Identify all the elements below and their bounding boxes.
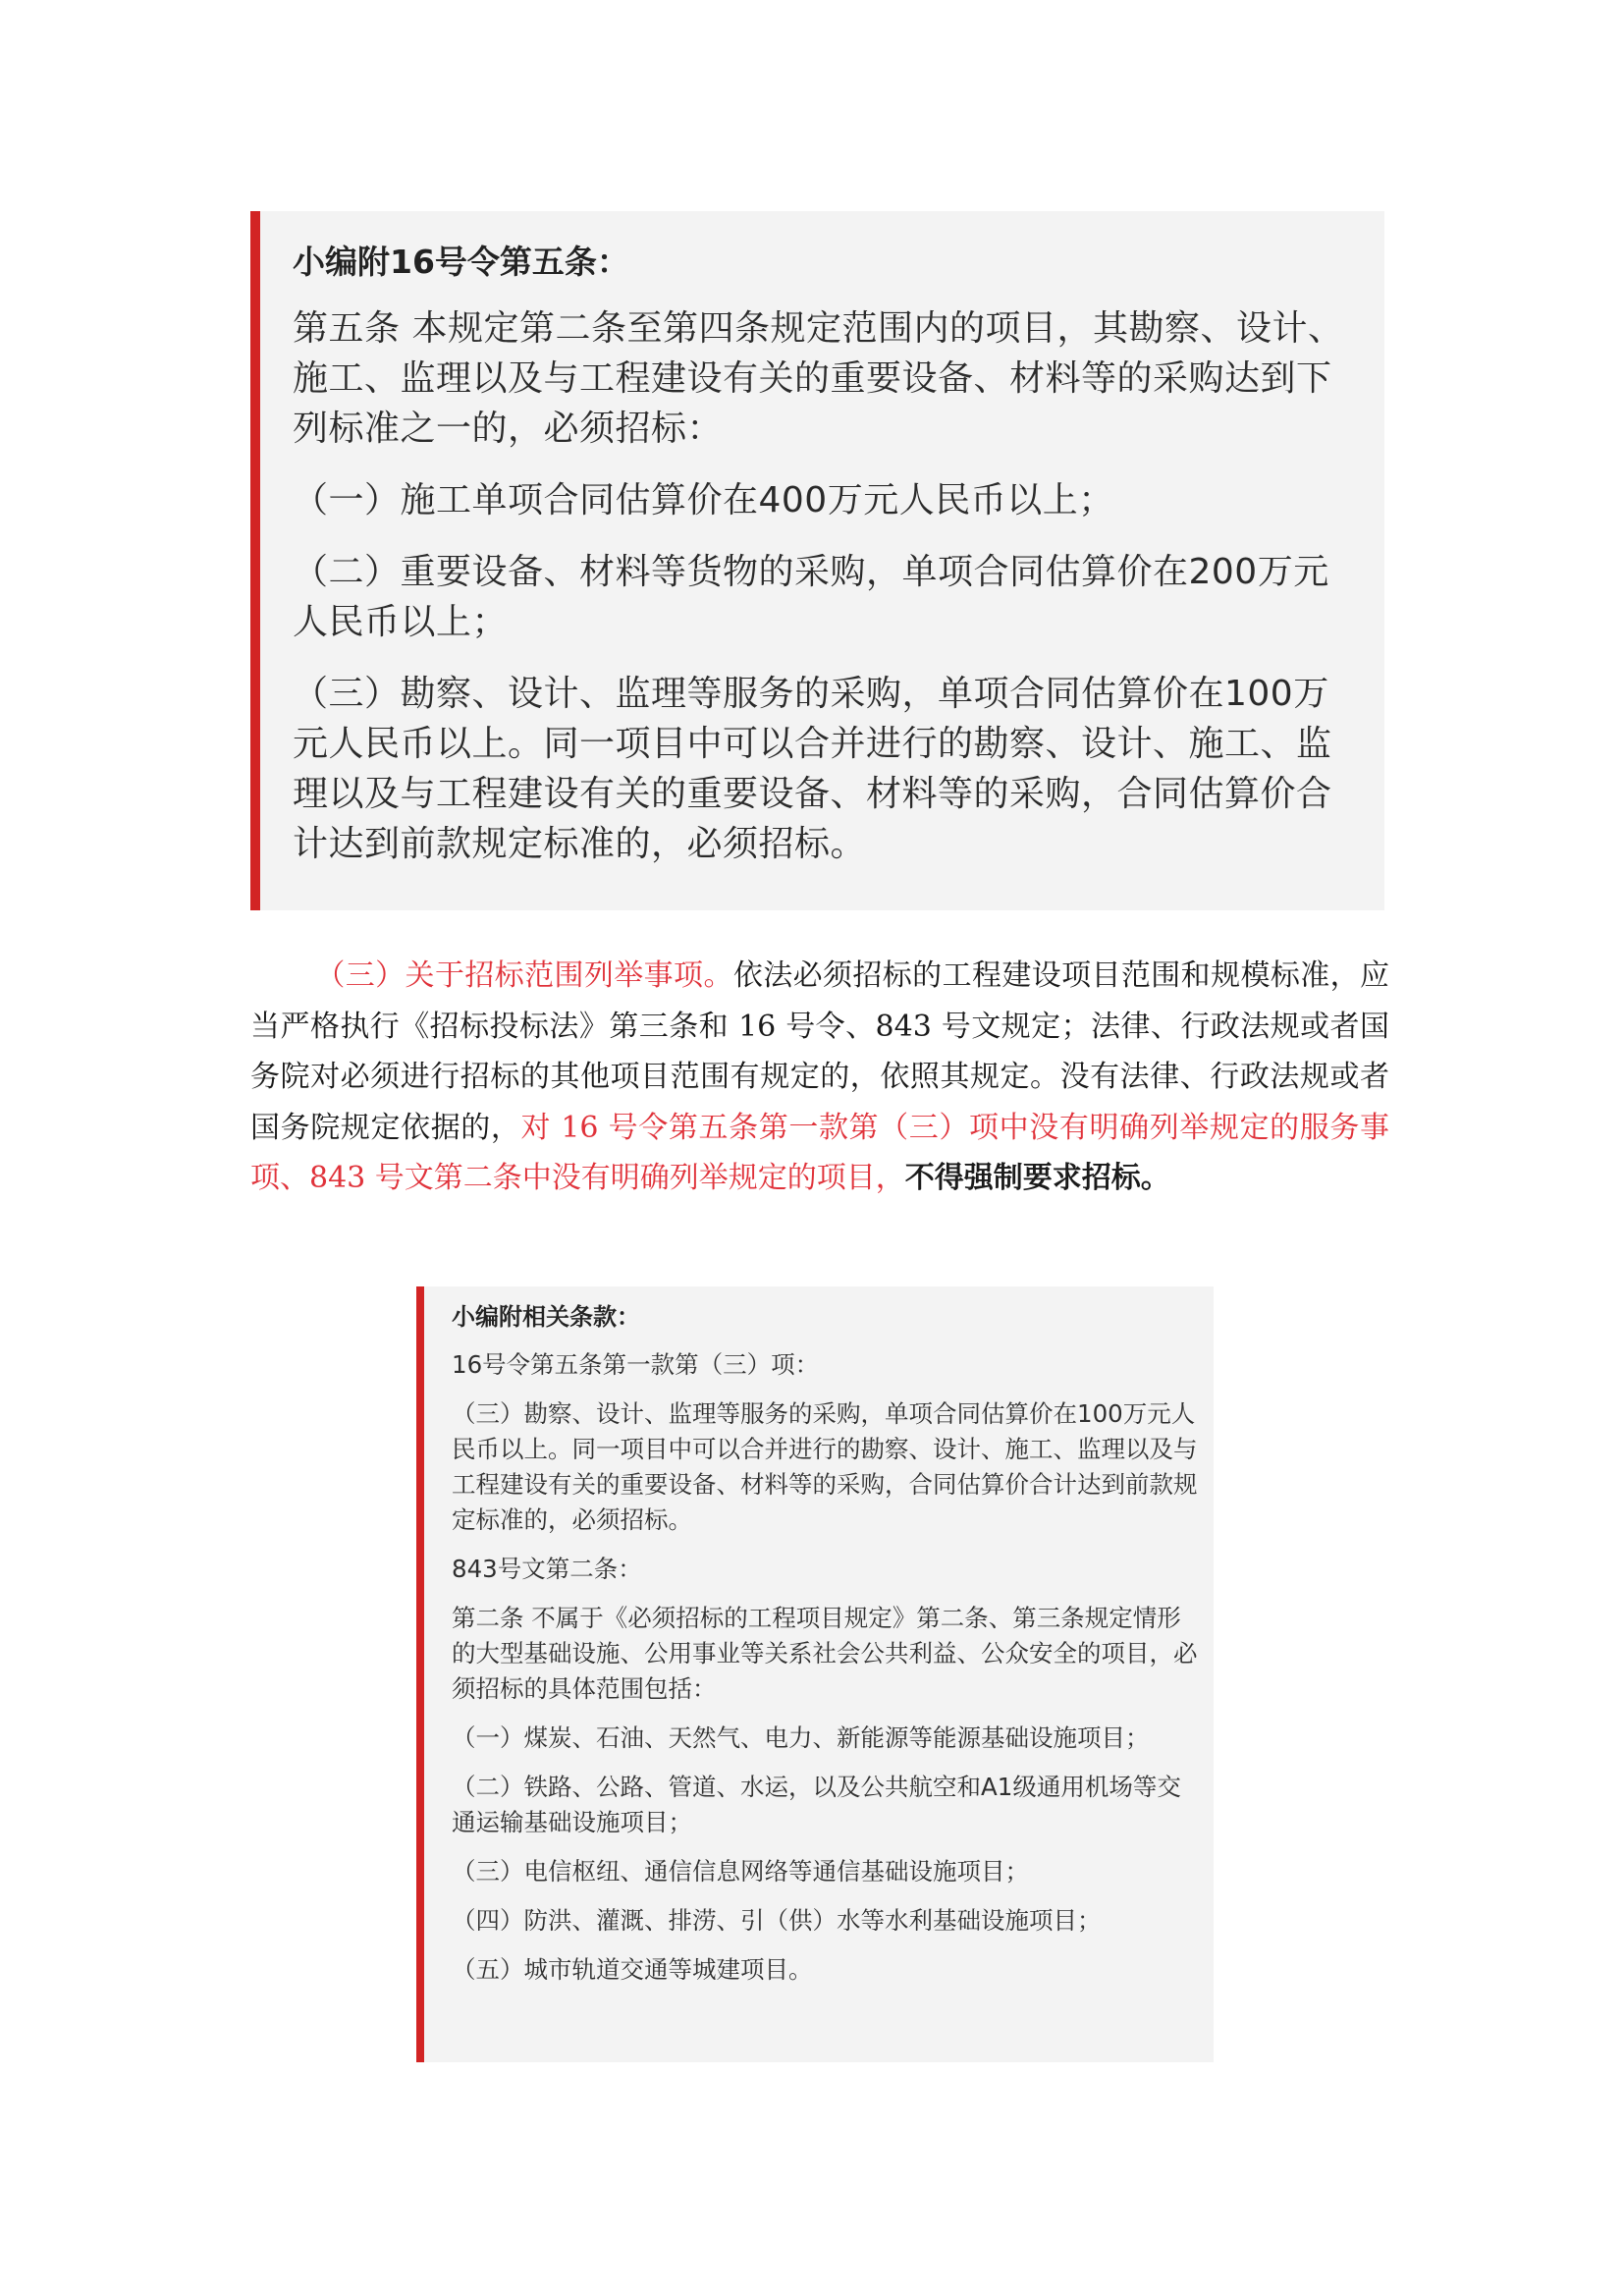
clause-item: （四）防洪、灌溉、排涝、引（供）水等水利基础设施项目； [452,1906,1102,1935]
article-5-item-1: （一）施工单项合同估算价在400万元人民币以上； [293,480,1114,520]
related-clauses-quote [416,1286,1214,2062]
clause-item: （二）铁路、公路、管道、水运，以及公共航空和A1级通用机场等交通运输基础设施项目； [452,1773,1181,1836]
clause-item: （三）电信枢纽、通信信息网络等通信基础设施项目； [452,1857,1029,1886]
article-5-intro: 第五条 本规定第二条至第四条规定范围内的项目，其勘察、设计、施工、监理以及与工程建设有关的重要设备、材料等的采购达到下列标准之一的，必须招标： [293,308,1344,449]
quote-accent-bar [416,1286,424,2062]
quote-title: 小编附16号令第五条： [293,243,629,281]
quote-title: 小编附相关条款： [452,1303,640,1331]
clause-text: 第二条 不属于《必须招标的工程项目规定》第二条、第三条规定情形的大型基础设施、公用事业等关系社会公共利益、公众安全的项目，必须招标的具体范围包括： [452,1604,1198,1703]
article-5-item-2: （二）重要设备、材料等货物的采购，单项合同估算价在200万元人民币以上； [293,552,1329,642]
quote-accent-bar [250,211,260,910]
regulation-16-article-5-quote [250,211,1384,910]
article-5-item-3: （三）勘察、设计、监理等服务的采购，单项合同估算价在100万元人民币以上。同一项目中可以合并进行的勘察、设计、施工、监理以及与工程建设有关的重要设备、材料等的采购，合同估算价合计达到前款规定标准的，必须招标。 [293,674,1332,864]
clause-reference: 16号令第五条第一款第（三）项： [452,1350,820,1379]
clause-item: （五）城市轨道交通等城建项目。 [452,1955,813,1984]
body-paragraph [250,951,1389,1204]
body-text: 依法必须招标的工程建设项目范围和规模标准，应当严格执行《招标投标法》第三条和 16 号令、843 号文规定；法律、行政法规或者国务院对必须进行招标的其他项目范围有规定的，依照其规定。没有法律、行政法规或者国务院规定依据的， [250,958,1390,1145]
clause-text: （三）勘察、设计、监理等服务的采购，单项合同估算价在100万元人民币以上。同一项目中可以合并进行的勘察、设计、施工、监理以及与工程建设有关的重要设备、材料等的采购，合同估算价合计达到前款规定标准的，必须招标。 [452,1399,1198,1534]
clause-item: （一）煤炭、石油、天然气、电力、新能源等能源基础设施项目； [452,1723,1150,1752]
highlighted-text: 对 16 号令第五条第一款第（三）项中没有明确列举规定的服务事项、843 号文第二条中没有明确列举规定的项目， [250,1110,1390,1195]
section-heading: （三）关于招标范围列举事项。 [315,958,733,993]
conclusion-text: 不得强制要求招标。 [904,1161,1170,1195]
clause-reference: 843号文第二条： [452,1555,642,1583]
